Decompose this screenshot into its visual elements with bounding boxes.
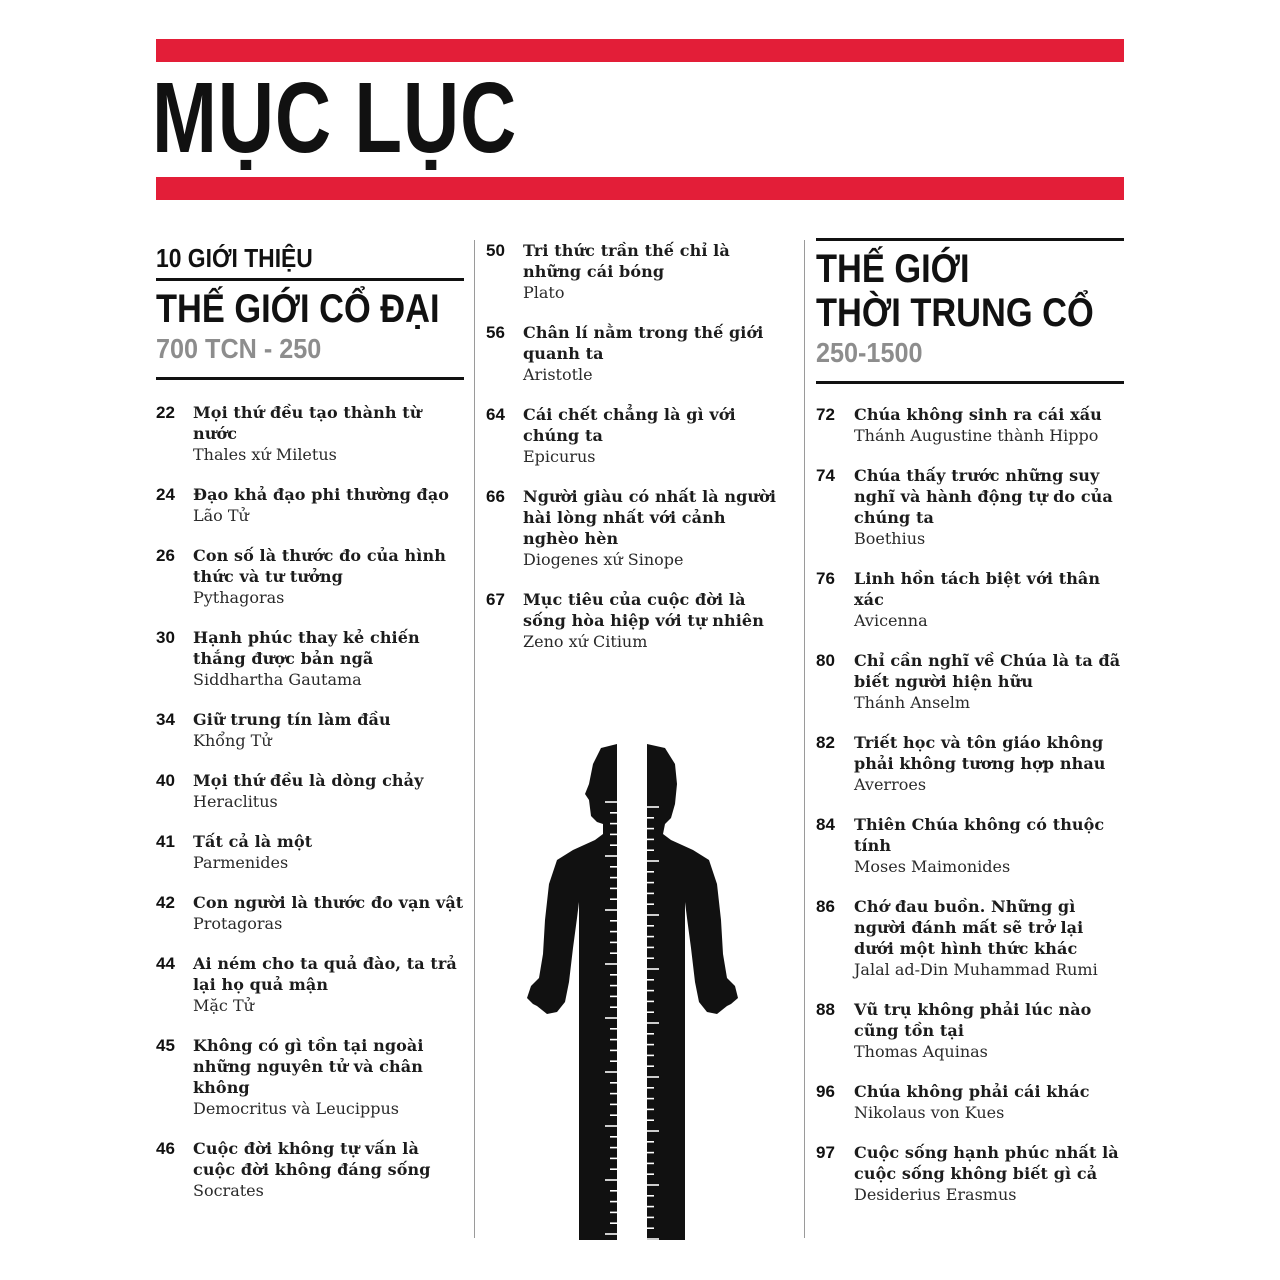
column-right xyxy=(816,238,1124,1224)
entry-title: Vũ trụ không phải lúc nào cũng tồn tại xyxy=(854,1000,1092,1040)
entry-author: Democritus và Leucippus xyxy=(193,1099,399,1118)
entry-title: Người giàu có nhất là người hài lòng nhất với cảnh nghèo hèn xyxy=(523,487,777,548)
entry-title: Chúa không phải cái khác xyxy=(854,1082,1090,1101)
page-number: 96 xyxy=(816,1082,835,1101)
entry-title: Linh hồn tách biệt với thân xác xyxy=(854,569,1101,609)
entry-title: Đạo khả đạo phi thường đạo xyxy=(193,485,450,504)
page-number: 30 xyxy=(156,628,175,647)
section-header-medieval xyxy=(816,241,1124,381)
section-title: THẾ GIỚI CỔ ĐẠI xyxy=(156,287,440,331)
entry-title: Mục tiêu của cuộc đời là sống hòa hiệp với tự nhiên xyxy=(523,590,764,630)
entry-title: Cuộc sống hạnh phúc nhất là cuộc sống không biết gì cả xyxy=(854,1143,1119,1183)
toc-entry[interactable] xyxy=(156,953,464,1016)
entry-author: Protagoras xyxy=(193,914,283,933)
entry-author: Plato xyxy=(523,283,565,302)
entry-author: Pythagoras xyxy=(193,588,285,607)
toc-list xyxy=(816,384,1124,1205)
entry-author: Heraclitus xyxy=(193,792,278,811)
entry-title: Mọi thứ đều tạo thành từ nước xyxy=(193,403,422,443)
entry-author: Aristotle xyxy=(523,365,593,384)
toc-entry[interactable] xyxy=(816,1142,1124,1205)
toc-entry[interactable] xyxy=(486,404,786,467)
column-divider xyxy=(474,240,475,1238)
toc-entry[interactable] xyxy=(816,1081,1124,1123)
toc-entry[interactable] xyxy=(486,589,786,652)
entry-title: Tất cả là một xyxy=(193,832,313,851)
page-number: 45 xyxy=(156,1036,175,1055)
section-years: 250-1500 xyxy=(816,337,923,368)
toc-entry[interactable] xyxy=(156,709,464,751)
page-number: 67 xyxy=(486,590,505,609)
entry-title: Hạnh phúc thay kẻ chiến thắng được bản ngã xyxy=(193,628,420,668)
entry-author: Thánh Anselm xyxy=(854,693,971,712)
toc-entry[interactable] xyxy=(486,322,786,385)
entry-author: Averroes xyxy=(854,775,927,794)
entry-author: Socrates xyxy=(193,1181,264,1200)
entry-author: Parmenides xyxy=(193,853,289,872)
page-number: 24 xyxy=(156,485,175,504)
section-title-line1: THẾ GIỚI xyxy=(816,247,970,291)
toc-entry[interactable] xyxy=(156,627,464,690)
entry-title: Chớ đau buồn. Những gì người đánh mất sẽ trở lại dưới một hình thức khác xyxy=(854,897,1084,958)
page-number: 56 xyxy=(486,323,505,342)
page-number: 84 xyxy=(816,815,835,834)
entry-title: Chúa thấy trước những suy nghĩ và hành động tự do của chúng ta xyxy=(854,466,1113,527)
column-left xyxy=(156,238,464,1220)
entry-author: Nikolaus von Kues xyxy=(854,1103,1005,1122)
toc-entry[interactable] xyxy=(156,1138,464,1201)
page-number: 80 xyxy=(816,651,835,670)
split-human-figure-illustration xyxy=(525,742,739,1240)
toc-list xyxy=(486,240,786,652)
page-number: 50 xyxy=(486,241,505,260)
entry-author: Thales xứ Miletus xyxy=(193,445,337,464)
page-number: 97 xyxy=(816,1143,835,1162)
page-number: 26 xyxy=(156,546,175,565)
page-number: 64 xyxy=(486,405,505,424)
entry-title: Cuộc đời không tự vấn là cuộc đời không đáng sống xyxy=(193,1139,431,1179)
page-number: 40 xyxy=(156,771,175,790)
entry-title: Triết học và tôn giáo không phải không tương hợp nhau xyxy=(854,733,1106,773)
entry-author: Khổng Tử xyxy=(193,731,272,750)
entry-title: Con người là thước đo vạn vật xyxy=(193,893,464,912)
toc-list xyxy=(156,380,464,1201)
column-divider xyxy=(804,240,805,1238)
page-number: 41 xyxy=(156,832,175,851)
entry-title: Cái chết chẳng là gì với chúng ta xyxy=(523,405,736,445)
entry-author: Zeno xứ Citium xyxy=(523,632,648,651)
intro-link[interactable]: 10 GIỚI THIỆU xyxy=(156,243,313,273)
entry-title: Không có gì tồn tại ngoài những nguyên tử và chân không xyxy=(193,1036,424,1097)
entry-title: Mọi thứ đều là dòng chảy xyxy=(193,771,424,790)
toc-entry[interactable] xyxy=(816,568,1124,631)
toc-entry[interactable] xyxy=(156,545,464,608)
entry-author: Jalal ad-Din Muhammad Rumi xyxy=(854,960,1098,979)
entry-author: Lão Tử xyxy=(193,506,249,525)
entry-author: Thomas Aquinas xyxy=(854,1042,988,1061)
column-middle xyxy=(486,240,786,671)
page-number: 86 xyxy=(816,897,835,916)
page-title: MỤC LỤC xyxy=(152,62,518,174)
entry-author: Epicurus xyxy=(523,447,596,466)
entry-title: Chân lí nằm trong thế giới quanh ta xyxy=(523,323,764,363)
entry-title: Ai ném cho ta quả đào, ta trả lại họ quả mận xyxy=(193,954,457,994)
page-number: 34 xyxy=(156,710,175,729)
entry-title: Chỉ cần nghĩ về Chúa là ta đã biết người hiện hữu xyxy=(854,651,1121,691)
page-number: 22 xyxy=(156,403,175,422)
entry-author: Mặc Tử xyxy=(193,996,254,1015)
page-number: 74 xyxy=(816,466,835,485)
entry-author: Boethius xyxy=(854,529,926,548)
page-number: 72 xyxy=(816,405,835,424)
section-years: 700 TCN - 250 xyxy=(156,333,322,364)
page-number: 44 xyxy=(156,954,175,973)
toc-entry[interactable] xyxy=(816,465,1124,549)
toc-entry[interactable] xyxy=(816,814,1124,877)
page-number: 42 xyxy=(156,893,175,912)
toc-entry[interactable] xyxy=(486,240,786,303)
entry-title: Thiên Chúa không có thuộc tính xyxy=(854,815,1105,855)
toc-entry[interactable] xyxy=(816,650,1124,713)
page-number: 76 xyxy=(816,569,835,588)
page-number: 46 xyxy=(156,1139,175,1158)
toc-entry[interactable] xyxy=(156,1035,464,1119)
entry-author: Avicenna xyxy=(854,611,928,630)
toc-entry[interactable] xyxy=(156,831,464,873)
page-number: 66 xyxy=(486,487,505,506)
entry-author: Moses Maimonides xyxy=(854,857,1011,876)
toc-entry[interactable] xyxy=(156,484,464,526)
toc-entry[interactable] xyxy=(156,770,464,812)
toc-entry[interactable] xyxy=(486,486,786,570)
page-number: 88 xyxy=(816,1000,835,1019)
entry-title: Tri thức trần thế chỉ là những cái bóng xyxy=(523,241,730,281)
entry-title: Chúa không sinh ra cái xấu xyxy=(854,405,1102,424)
bottom-red-bar xyxy=(156,177,1124,200)
entry-author: Diogenes xứ Sinope xyxy=(523,550,684,569)
page-number: 82 xyxy=(816,733,835,752)
toc-entry[interactable] xyxy=(816,404,1124,446)
toc-entry[interactable] xyxy=(816,732,1124,795)
entry-author: Thánh Augustine thành Hippo xyxy=(854,426,1099,445)
entry-author: Desiderius Erasmus xyxy=(854,1185,1017,1204)
section-header-ancient xyxy=(156,281,464,377)
entry-title: Giữ trung tín làm đầu xyxy=(193,710,391,729)
entry-title: Con số là thước đo của hình thức và tư tưởng xyxy=(193,546,446,586)
section-title-line2: THỜI TRUNG CỔ xyxy=(816,291,1094,335)
toc-entry[interactable] xyxy=(156,892,464,934)
toc-entry[interactable] xyxy=(816,896,1124,980)
toc-entry[interactable] xyxy=(816,999,1124,1062)
toc-entry[interactable] xyxy=(156,402,464,465)
entry-author: Siddhartha Gautama xyxy=(193,670,362,689)
